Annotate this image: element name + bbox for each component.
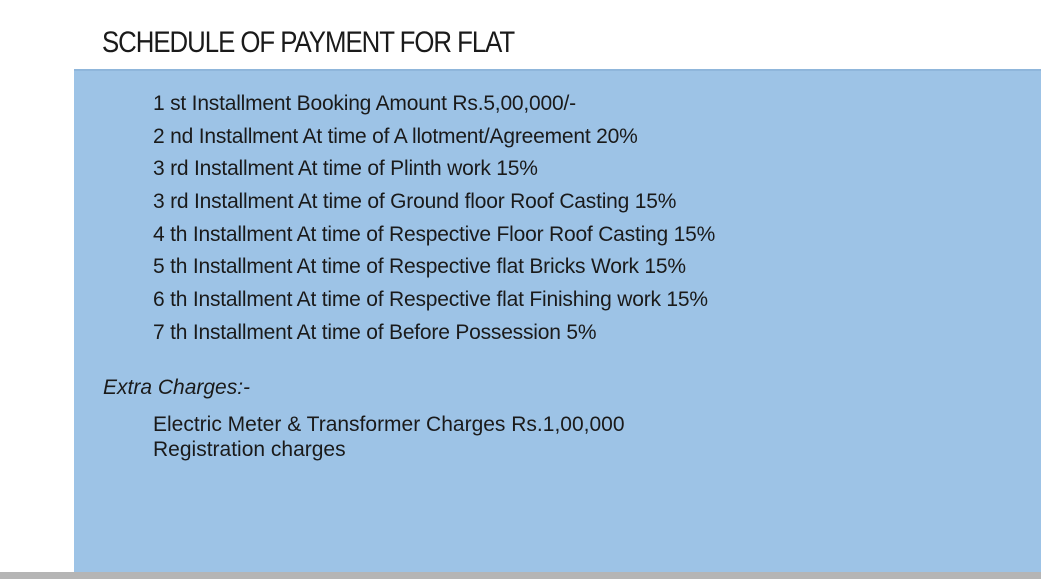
installment-item-7: 6 th Installment At time of Respective flat Finishing work 15% — [153, 288, 708, 312]
page-title: SCHEDULE OF PAYMENT FOR FLAT — [102, 26, 515, 59]
extra-charges-list — [153, 412, 625, 462]
installment-item-5: 4 th Installment At time of Respective Floor Roof Casting 15% — [153, 222, 716, 246]
bottom-bar — [0, 572, 1041, 579]
installment-item-1: 1 st Installment Booking Amount Rs.5,00,000/- — [153, 92, 576, 115]
installment-item-2: 2 nd Installment At time of A llotment/Agreement 20% — [153, 124, 638, 148]
installment-list — [153, 88, 715, 350]
extra-charge-item-registration: Registration charges — [153, 438, 346, 461]
extra-charges-heading: Extra Charges:- — [103, 376, 251, 399]
installment-item-3: 3 rd Installment At time of Plinth work 15% — [153, 157, 538, 181]
extra-charge-item-electric-meter: Electric Meter & Transformer Charges Rs.1,00,000 — [153, 413, 625, 436]
installment-item-6: 5 th Installment At time of Respective flat Bricks Work 15% — [153, 255, 686, 279]
installment-item-8: 7 th Installment At time of Before Possession 5% — [153, 320, 597, 344]
installment-item-4: 3 rd Installment At time of Ground floor Roof Casting 15% — [153, 190, 677, 214]
